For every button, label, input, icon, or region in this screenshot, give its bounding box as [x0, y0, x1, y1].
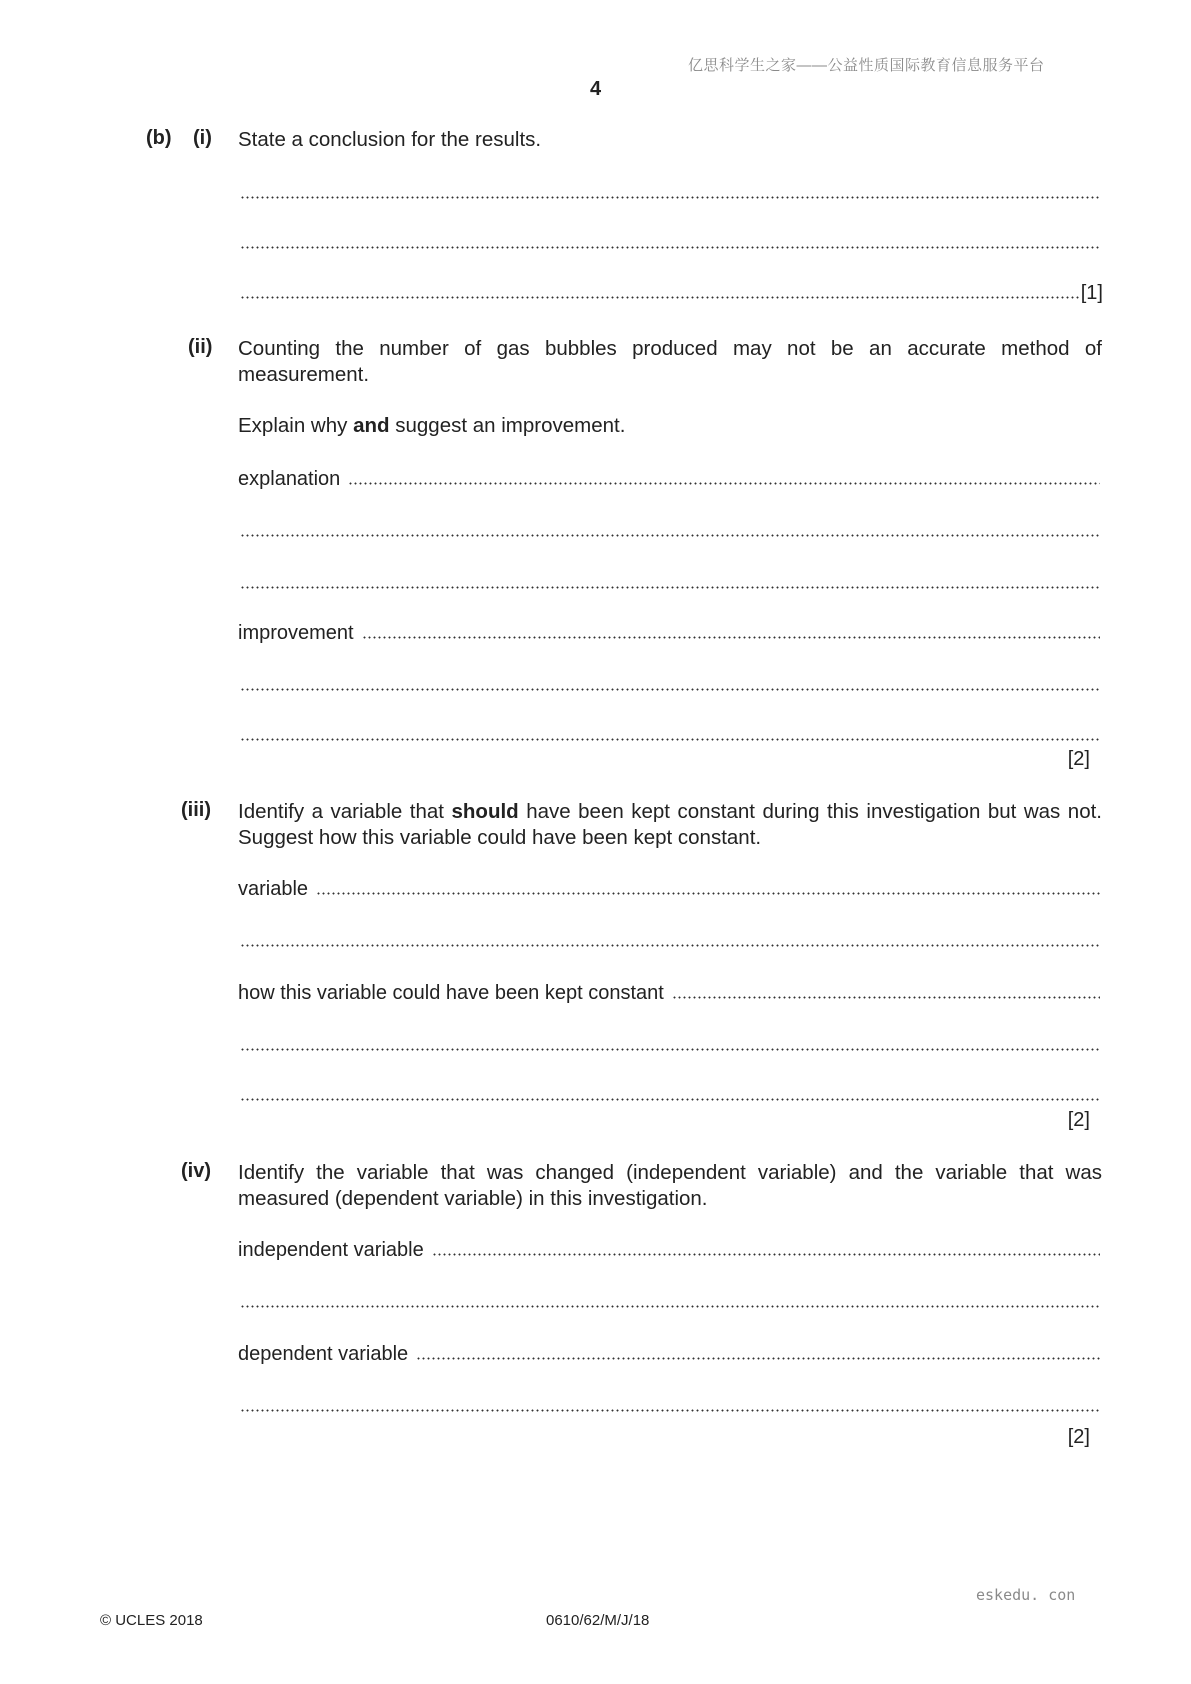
- question-iv-label: (iv): [181, 1160, 211, 1182]
- answer-line[interactable]: [240, 1032, 1100, 1058]
- how-constant-line[interactable]: [238, 980, 1100, 1006]
- answer-line[interactable]: [240, 230, 1100, 256]
- answer-line[interactable]: [240, 928, 1100, 954]
- dependent-variable-label: dependent variable: [238, 1343, 409, 1365]
- question-i-text: State a conclusion for the results.: [238, 128, 542, 151]
- mark-allocation: [1]: [1080, 282, 1103, 304]
- answer-line[interactable]: [240, 518, 1100, 544]
- explanation-label: explanation: [238, 468, 341, 490]
- answer-line[interactable]: [240, 1393, 1100, 1419]
- answer-line[interactable]: [240, 180, 1100, 206]
- watermark-bottom: eskedu. con: [976, 1586, 1076, 1604]
- independent-variable-label: independent variable: [238, 1239, 424, 1261]
- question-iv-text: Identify the variable that was changed (independent variable) and the variable that was measured (dependent variable) in this investigation.: [238, 1161, 1102, 1210]
- question-ii-instruction: Explain why and suggest an improvement.: [238, 414, 626, 437]
- watermark-top: 亿思科学生之家——公益性质国际教育信息服务平台: [688, 57, 1045, 74]
- answer-line[interactable]: [240, 722, 1100, 748]
- how-constant-label: how this variable could have been kept constant: [238, 982, 664, 1004]
- part-label: (b): [146, 127, 172, 149]
- dependent-variable-line[interactable]: [238, 1341, 1100, 1367]
- independent-variable-line[interactable]: [238, 1237, 1100, 1263]
- mark-allocation: [2]: [1067, 1426, 1090, 1448]
- variable-label: variable: [238, 878, 309, 900]
- page-number: 4: [590, 78, 602, 100]
- answer-line[interactable]: [240, 280, 1103, 306]
- answer-line[interactable]: [240, 1289, 1100, 1315]
- question-iii-label: (iii): [181, 799, 211, 821]
- answer-line[interactable]: [240, 570, 1100, 596]
- explanation-line[interactable]: [238, 466, 1100, 492]
- improvement-label: improvement: [238, 622, 354, 644]
- mark-allocation: [2]: [1067, 1109, 1090, 1131]
- variable-line[interactable]: [238, 876, 1100, 902]
- question-i-label: (i): [193, 127, 212, 149]
- copyright: © UCLES 2018: [100, 1612, 203, 1629]
- answer-line[interactable]: [240, 1082, 1100, 1108]
- question-iii-text: Identify a variable that should have been kept constant during this investigation but was not. Suggest how this variable could have been kept constant.: [238, 800, 1102, 849]
- mark-allocation: [2]: [1067, 748, 1090, 770]
- paper-code: 0610/62/M/J/18: [546, 1612, 650, 1629]
- improvement-line[interactable]: [238, 620, 1100, 646]
- question-ii-label: (ii): [188, 336, 213, 358]
- question-ii-text: Counting the number of gas bubbles produced may not be an accurate method of measurement.: [238, 337, 1102, 386]
- answer-line[interactable]: [240, 672, 1100, 698]
